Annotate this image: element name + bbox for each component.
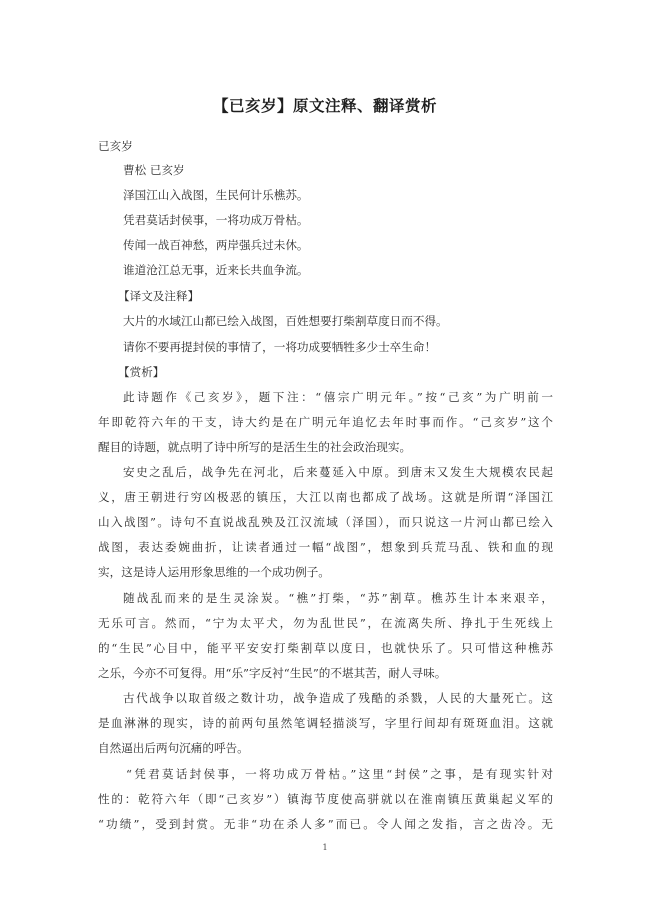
appreciation-line: 义，唐王朝进行穷凶极恶的镇压，大江以南也都成了战场。这就是所谓“泽国江 — [98, 490, 553, 504]
appreciation-line: “凭君莫话封侯事，一将功成万骨枯。”这里“封侯”之事，是有现实针对 — [126, 767, 553, 781]
appreciation-line: 此诗题作《己亥岁》，题下注：“僖宗广明元年。”按“己亥”为广明前一 — [123, 390, 553, 404]
poem-line: 凭君莫话封侯事，一将功成万骨枯。 — [123, 213, 309, 227]
appreciation-line: 山入战图”。诗句不直说战乱殃及江汉流域（泽国），而只说这一片河山都已绘入 — [98, 515, 553, 529]
poem-author: 曹松 已亥岁 — [123, 163, 185, 177]
appreciation-line: 是血淋淋的现实，诗的前两句虽然笔调轻描淡写，字里行间却有斑斑血泪。这就 — [98, 716, 553, 730]
appreciation-line: 安史之乱后，战争先在河北，后来蔓延入中原。到唐末又发生大规模农民起 — [123, 465, 553, 479]
translation-heading: 【译文及注释】 — [118, 289, 200, 303]
poem-line: 传闻一战百神愁，两岸强兵过未休。 — [123, 238, 309, 252]
page-title: 【已亥岁】原文注释、翻译赏析 — [212, 96, 437, 115]
poem-line: 谁道沧江总无事，近来长共血争流。 — [123, 263, 309, 277]
appreciation-line: “功绩”，受到封赏。无非“功在杀人多”而已。令人闻之发指，言之齿冷。无 — [98, 817, 553, 831]
page-number: 1 — [322, 843, 328, 852]
appreciation-line: 战图，表达委婉曲折，让读者通过一幅“战图”，想象到兵荒马乱、铁和血的现 — [98, 540, 553, 554]
appreciation-line: 之乐，今亦不可复得。用“乐”字反衬“生民”的不堪其苦，耐人寻味。 — [98, 666, 447, 680]
appreciation-line: 随战乱而来的是生灵涂炭。“樵”打柴，“苏”割草。樵苏生计本来艰辛， — [123, 591, 553, 605]
poem-line: 泽国江山入战图，生民何计乐樵苏。 — [123, 188, 309, 202]
translation-line: 大片的水域江山都已绘入战图，百姓想要打柴割草度日而不得。 — [123, 314, 448, 328]
appreciation-line: 无乐可言。然而，“宁为太平犬，勿为乱世民”，在流离失所、挣扎于生死线上 — [98, 616, 553, 630]
translation-line: 请你不要再提封侯的事情了，一将功成要牺牲多少士卒生命！ — [123, 340, 437, 354]
appreciation-line: 性的：乾符六年（即“己亥岁”）镇海节度使高骈就以在淮南镇压黄巢起义军的 — [98, 792, 553, 806]
appreciation-line: 自然逼出后两句沉痛的呼告。 — [98, 741, 249, 755]
appreciation-heading: 【赏析】 — [118, 365, 165, 379]
appreciation-line: 年即乾符六年的干支，诗大约是在广明元年追忆去年时事而作。“己亥岁”这个 — [98, 415, 553, 429]
appreciation-line: 醒目的诗题，就点明了诗中所写的是活生生的社会政治现实。 — [98, 440, 412, 454]
section-label: 已亥岁 — [98, 139, 133, 153]
appreciation-line: 实，这是诗人运用形象思维的一个成功例子。 — [98, 565, 330, 579]
appreciation-line: 的“生民”心目中，能平平安安打柴割草以度日，也就快乐了。只可惜这种樵苏 — [98, 641, 553, 655]
appreciation-line: 古代战争以取首级之数计功，战争造成了残酷的杀戮，人民的大量死亡。这 — [123, 691, 553, 705]
